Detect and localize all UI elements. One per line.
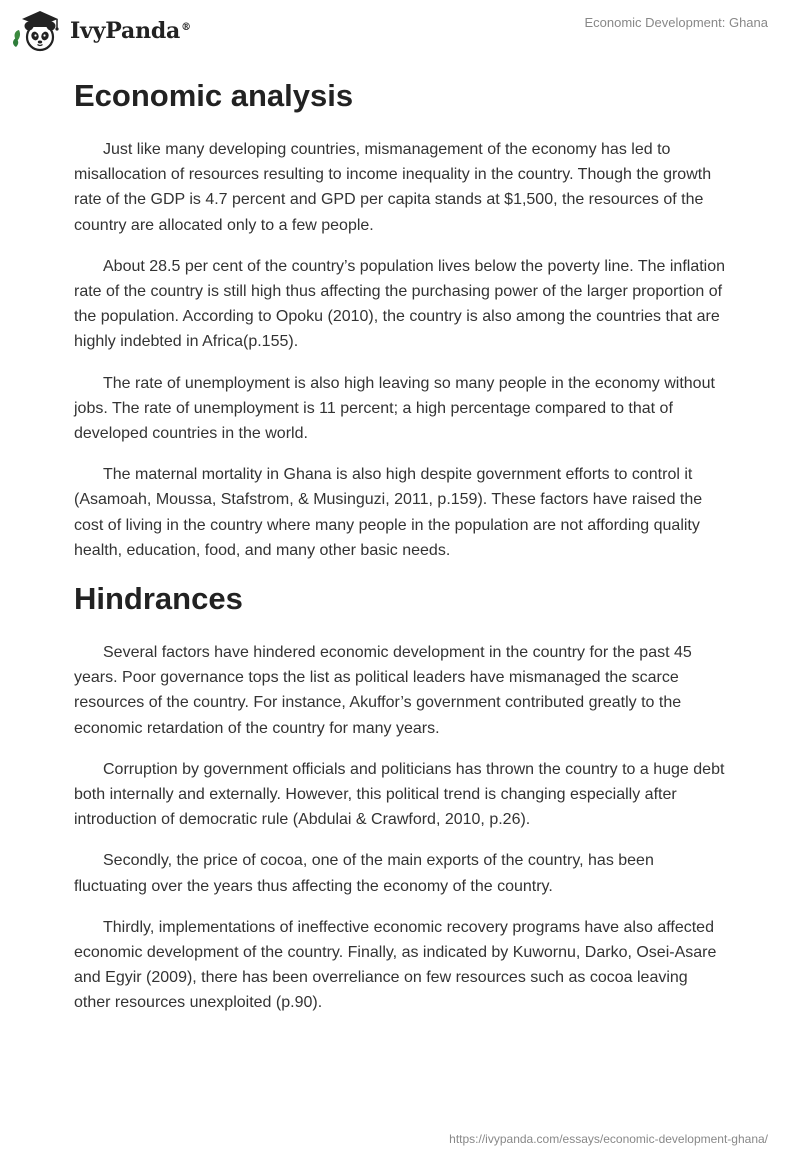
paragraph: Several factors have hindered economic development in the country for the past 45 years. Poor governance tops the list as political leaders have mismanaged the scarce resources of the country. For instance, Akuffor’s government contributed greatly to the economic retardation of the country for many years. [74,644,692,737]
paragraph: About 28.5 per cent of the country’s population lives below the poverty line. The inflation rate of the country is still high thus affecting the purchasing power of the larger proportion of the population. According to Opoku (2010), the country is also among the countries that are highly indebted in Africa(p.155). [74,257,726,351]
paragraph: Secondly, the price of cocoa, one of the main exports of the country, has been fluctuating over the years thus affecting the economy of the country. [74,852,654,895]
paragraph: Thirdly, implementations of ineffective economic recovery programs have also affected economic development of the country. Finally, as indicated by Kuwornu, Darko, Osei-Asare and Egyir (2009), there has been overreliance on few resources such as cocoa leaving other resources unexploited (p.90). [74,918,717,1012]
panda-graduation-cap-icon [12,9,66,53]
brand-logo[interactable] [12,9,191,53]
paragraph: The rate of unemployment is also high leaving so many people in the economy without jobs. The rate of unemployment is 11 percent; a high percentage compared to that of developed countries in the world. [74,374,715,443]
paragraph: Corruption by government officials and politicians has thrown the country to a huge debt both internally and externally. However, this political trend is changing especially after introduction of democratic rule (Abdulai & Crawford, 2010, p.26). [74,760,725,829]
page-header [0,0,800,70]
essay-body [74,70,726,1032]
section-heading-economic-analysis: Economic analysis [74,78,354,113]
paragraph: The maternal mortality in Ghana is also high despite government efforts to control it (Asamoah, Moussa, Stafstrom, & Musinguzi, 2011, p.159). These factors have raised the cost of living in the country where many people in the population are not affording quality health, education, food, and many other basic needs. [74,466,703,559]
section-heading-hindrances: Hindrances [74,581,243,617]
brand-name: IvyPanda® [70,18,191,44]
document-title: Economic Development: Ghana [584,15,768,30]
paragraph: Just like many developing countries, mismanagement of the economy has led to misallocation of resources resulting to income inequality in the country. Though the growth rate of the GDP is 4.7 percent and GPD per capita stands at $1,500, the resources of the country are allocated only to a few people. [74,141,712,234]
source-url[interactable]: https://ivypanda.com/essays/economic-development-ghana/ [449,1132,768,1146]
